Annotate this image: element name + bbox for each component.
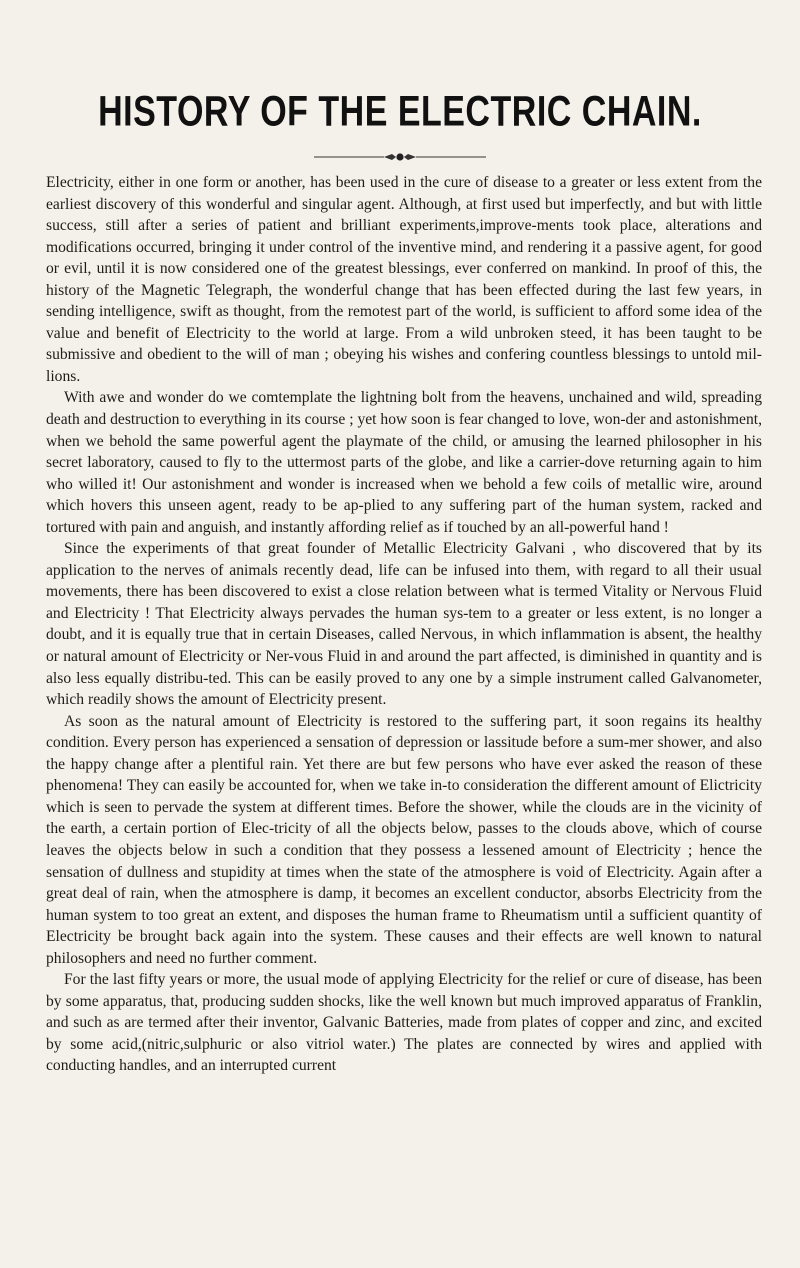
article-body: [46, 172, 762, 1077]
paragraph-1: Electricity, either in one form or another, has been used in the cure of disease to a greater or less extent from the earliest discovery of this wonderful and singular agent. Although, at first used but imperfectly, and but with little success, still after a series of patient and brilliant experiments,improve-ments took place, alterations and modifications occurred, bringing it under control of the inventive mind, and rendering it a passive agent, for good or evil, until it is now considered one of the greatest blessings, ever conferred on mankind. In proof of this, the history of the Magnetic Telegraph, the wonderful change that has been effected during the last few years, in sending intelligence, swift as thought, from the remotest part of the world, is sufficient to afford some idea of the value and benefit of Electricity to the world at large. From a wild unbroken steed, it has been taught to be submissive and obedient to the will of man ; obeying his wishes and confering countless blessings to untold mil-lions.: [46, 174, 762, 385]
paragraph-5: For the last fifty years or more, the usual mode of applying Electricity for the relief or cure of disease, has been by some apparatus, that, producing sudden shocks, like the well known but much improved apparatus of Franklin, and such as are termed after their inventor, Galvanic Batteries, made from plates of copper and zinc, and excited by some acid,(nitric,sulphuric or also vitriol water.) The plates are connected by wires and applied with conducting handles, and an interrupted current: [46, 971, 762, 1075]
paragraph-4: As soon as the natural amount of Electricity is restored to the suffering part, it soon regains its healthy condition. Every person has experienced a sensation of depression or lassitude before a sum-mer shower, and also the happy change after a plentiful rain. Yet there are but few persons who have ever asked the reason of these phenomena! They can easily be accounted for, when we take in-to consideration the different amount of Elictricity which is seen to pervade the system at different times. Before the shower, while the clouds are in the vicinity of the earth, a certain portion of Elec-tricity of all the objects below, passes to the clouds above, which of course leaves the objects below in such a condition that they possess a lessened amount of Electricity ; hence the sensation of dullness and stupidity at times when the state of the atmosphere is void of Electricity. Again after a great deal of rain, when the atmosphere is damp, it becomes an excellent conductor, absorbs Electricity from the human system to too great an extent, and disposes the human frame to Rheumatism until a sufficient quantity of Electricity be brought back again into the system. These causes and their effects are well known to natural philosophers and need no further comment.: [46, 712, 762, 967]
title-ornament-divider: [300, 151, 500, 163]
page-title: HISTORY OF THE ELECTRIC CHAIN.: [98, 88, 702, 136]
paragraph-2: With awe and wonder do we comtemplate the lightning bolt from the heavens, unchained and wild, spreading death and destruction to everything in its course ; yet how soon is fear changed to love, won-der and astonishment, when we behold the same powerful agent the playmate of the child, or amusing the learned philosopher in his secret laboratory, caused to fly to the uttermost parts of the globe, and like a carrier-dove returning again to him who willed it! Our astonishment and wonder is increased when we behold a few coils of metallic wire, around which hovers this unseen agent, ready to be ap-plied to any suffering part of the human system, racked and tortured with pain and anguish, and instantly affording relief as if touched by an all-powerful hand !: [46, 389, 762, 536]
paragraph-3: Since the experiments of that great founder of Metallic Electricity Galvani , who discovered that by its application to the nerves of animals recently dead, life can be infused into them, with regard to all their usual movements, there has been discovered to exist a close relation between what is termed Vitality or Nervous Fluid and Electricity ! That Electricity always pervades the human sys-tem to a greater or less extent, is no longer a doubt, and it is equally true that in certain Diseases, called Nervous, in which inflammation is absent, the healthy or natural amount of Electricity or Ner-vous Fluid in and around the part affected, is diminished in quantity and is also less equally distribu-ted. This can be easily proved to any one by a simple instrument called Galvanometer, which readily shows the amount of Electricity present.: [46, 540, 762, 709]
